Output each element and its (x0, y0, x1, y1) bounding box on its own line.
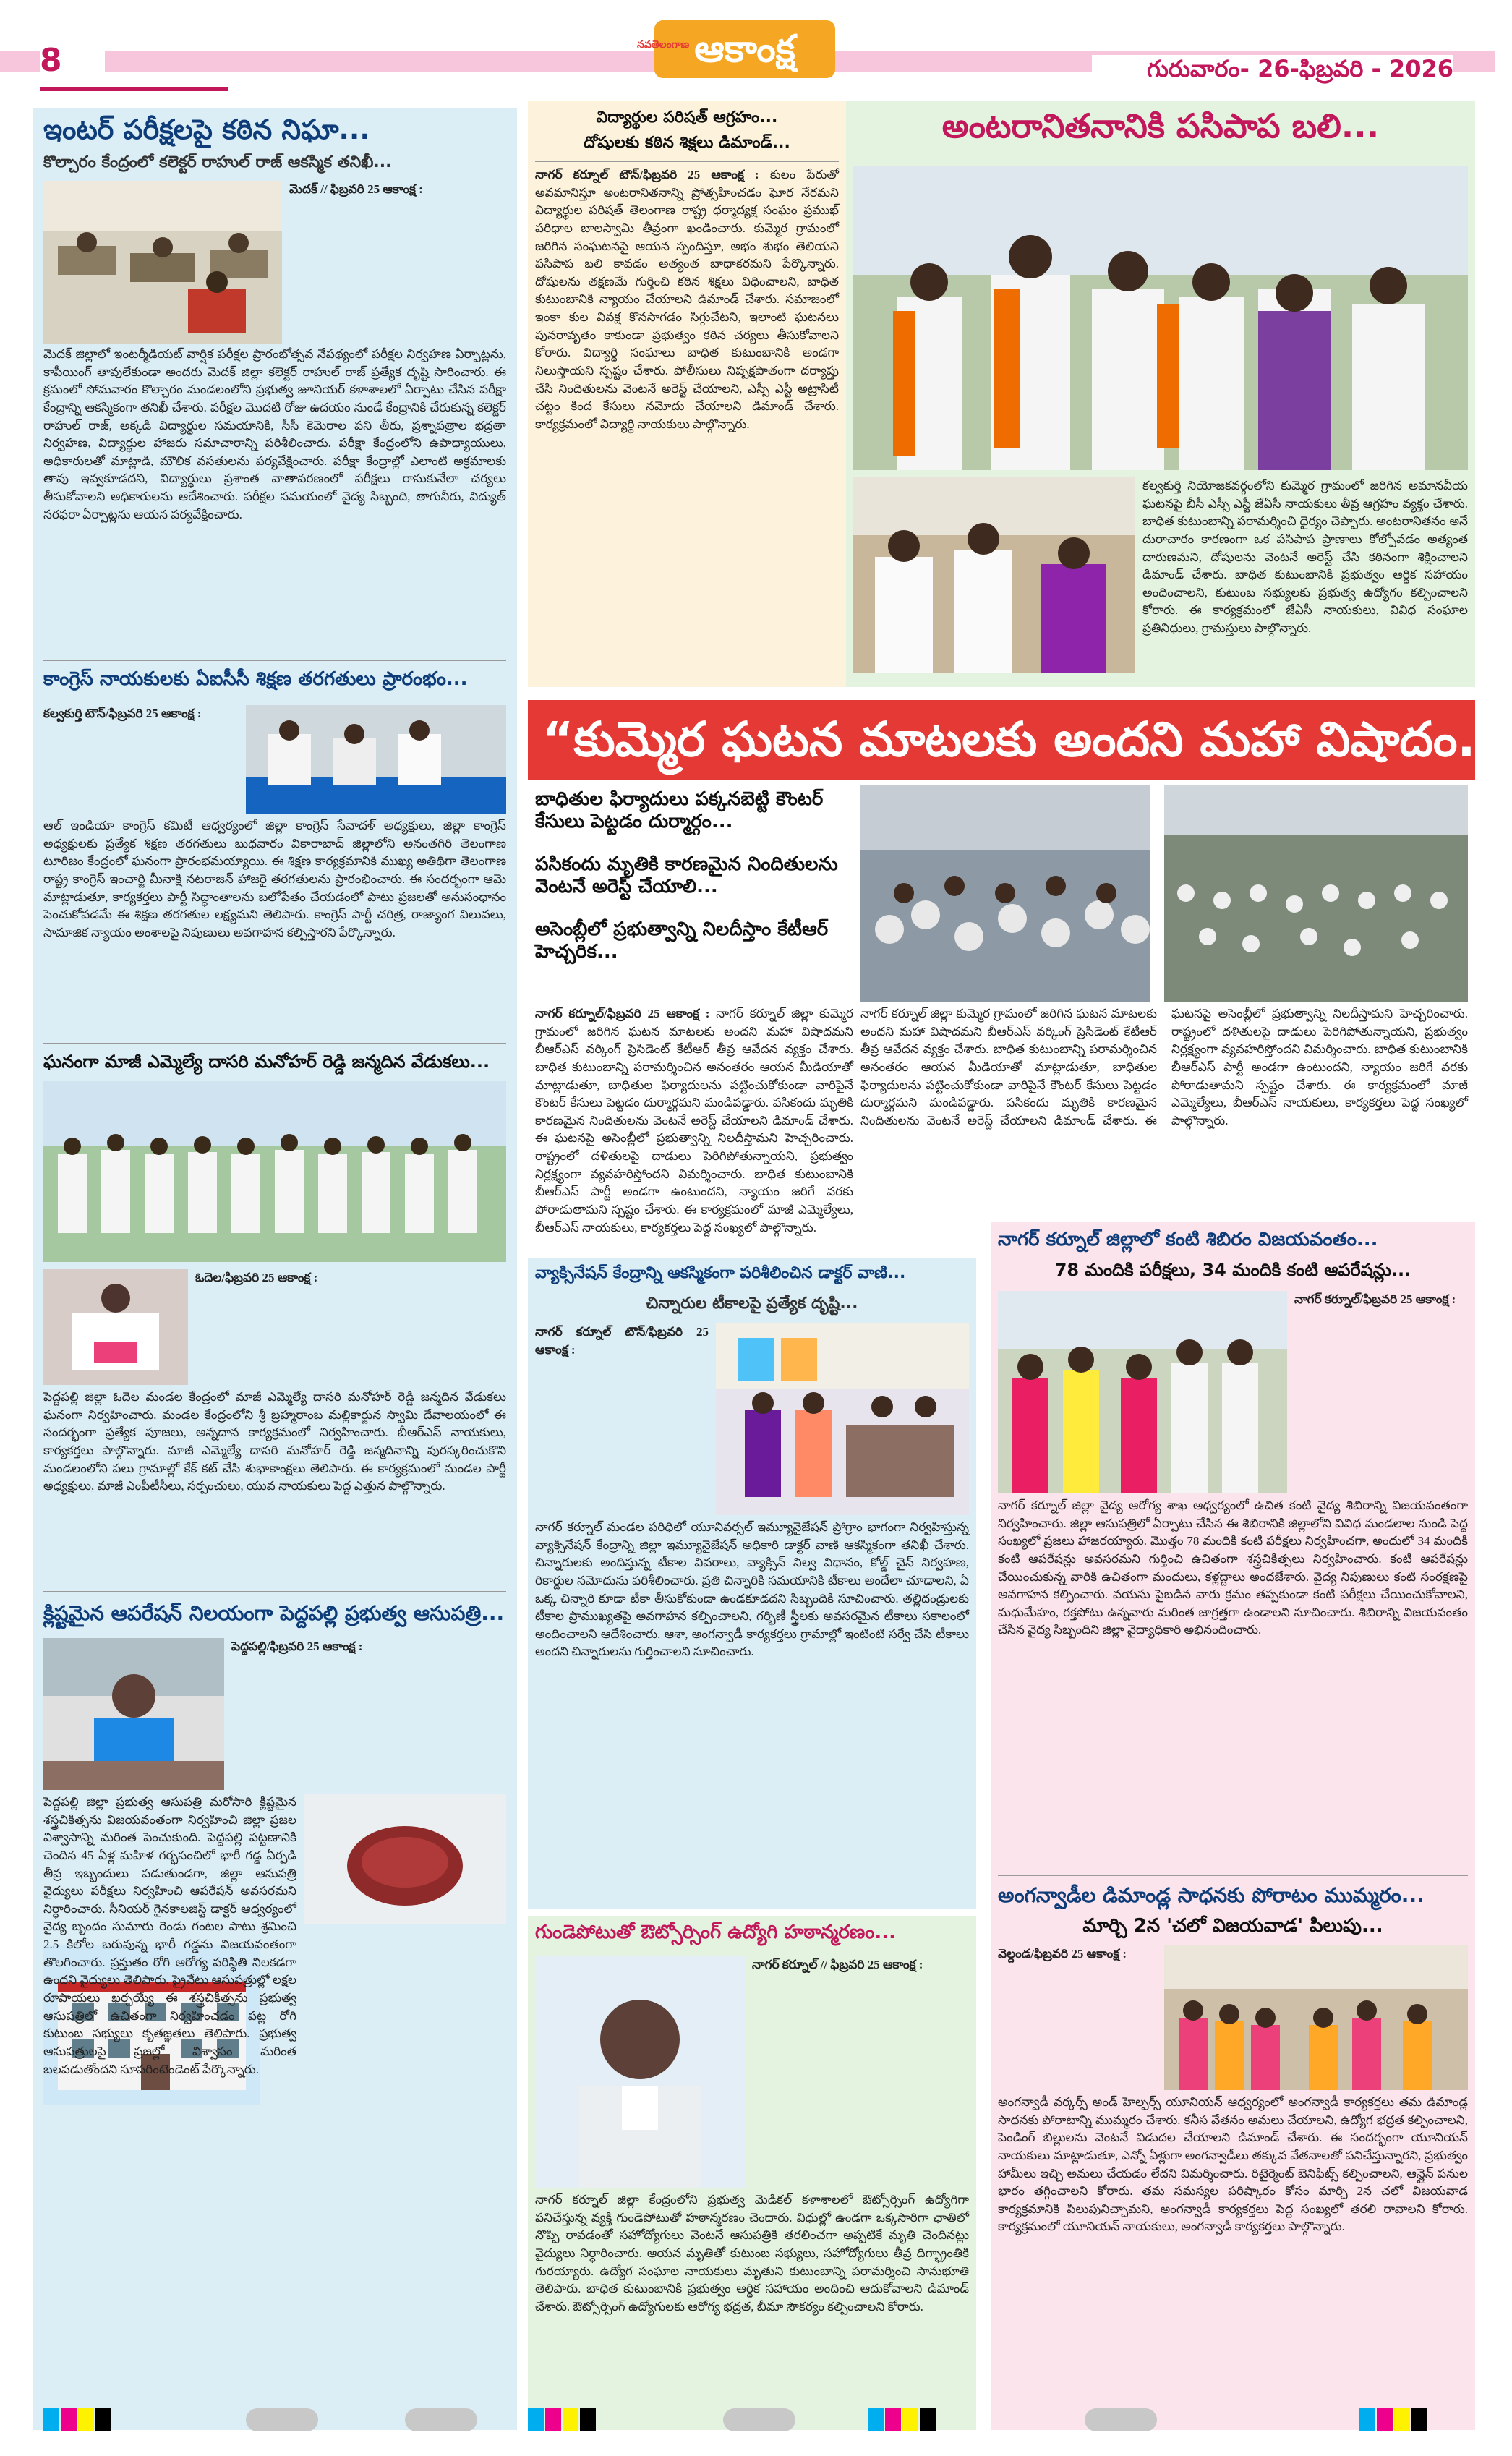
training-session-photo (246, 705, 506, 814)
registration-pill (246, 2408, 318, 2431)
cyan-swatch (528, 2408, 544, 2431)
registration-pill (1085, 2408, 1157, 2431)
issue-date: గురువారం- 26-ఫిబ్రవరి - 2026 (1092, 55, 1453, 88)
yellow-swatch (1394, 2408, 1410, 2431)
article-headline: వ్యాక్సినేషన్ కేంద్రాన్ని ఆకస్మికంగా పరిశీలించిన డాక్టర్ వాణి... (535, 1264, 906, 1282)
magenta-swatch (545, 2408, 561, 2431)
doctor-photo (43, 1638, 224, 1790)
magenta-swatch (885, 2408, 901, 2431)
exam-hall-photo (43, 181, 282, 344)
cyan-swatch (43, 2408, 59, 2431)
article-dateline: నాగర్ కర్నూల్ టౌన్/ఫిబ్రవరి 25 ఆకాంక్ష : (535, 168, 759, 182)
article-body: పెద్దపల్లి జిల్లా ఓదెల మండల కేంద్రంలో మాజీ ఎమ్మెల్యే దాసరి మనోహర్ రెడ్డి జన్మదిన వేడుకలు ఘనంగా నిర్వహించారు. మండల కేంద్రంలోని శ్రీ బ్రహ్మరాంబ మల్లికార్జున స్వామి దేవాలయంలో ఈ సందర్భంగా ప్రత్యేక పూజలు, అన్నదాన కార్యక్రమంలో నిర్వహించారు. బీఆర్ఎస్ నాయకులు, కార్యకర్తలు పాల్గొన్నారు. మాజీ ఎమ్మెల్యే దాసరి మనోహర్ రెడ్డి జన్మదినాన్ని పురస్కరించుకొని మండలంలోని పలు గ్రామాల్లో కేక్ కట్ చేసి శుభాకాంక్షలు తెలిపారు. ఈ కార్యక్రమంలో మండల పార్టీ అధ్యక్షులు, మాజీ ఎంపీటీసీలు, సర్పంచులు, యువ నాయకులు పెద్ద ఎత్తున పాల్గొన్నారు. (43, 1390, 506, 1493)
article-body: అంగన్వాడీ వర్కర్స్ అండ్ హెల్పర్స్ యూనియన్ ఆధ్వర్యంలో అంగన్వాడీ కార్యకర్తలు తమ డిమాండ్ల సాధనకు పోరాటాన్ని ముమ్మరం చేశారు. కనీస వేతనం అమలు చేయాలని, ఉద్యోగ భద్రత కల్పించాలని, పెండింగ్ బిల్లులను వెంటనే విడుదల చేయాలని డిమాండ్ చేశారు. ఈ సందర్భంగా యూనియన్ నాయకులు మాట్లాడుతూ, ఎన్నో ఏళ్లుగా అంగన్వాడీలు తక్కువ వేతనాలతో పనిచేస్తున్నారని, ప్రభుత్వం హామీలు ఇచ్చి అమలు చేయడం లేదని విమర్శించారు. రిటైర్మెంట్ బెనిఫిట్స్ కల్పించాలని, ఆన్లైన్ పనుల భారం తగ్గించాలని కోరారు. తమ సమస్యల పరిష్కారం కోసం మార్చి 2న చలో విజయవాడ కార్యక్రమానికి పిలుపునిచ్చామని, అంగన్వాడీ కార్యకర్తలు పెద్ద సంఖ్యలో తరలి రావాలని కోరారు. కార్యక్రమంలో యూనియన్ నాయకులు, అంగన్వాడీ కార్యకర్తలు పాల్గొన్నారు. (998, 2095, 1468, 2234)
article-dateline: పెద్దపల్లి/ఫిబ్రవరి 25 ఆకాంక్ష : (231, 1640, 363, 1653)
black-swatch (580, 2408, 596, 2431)
cyan-swatch (1359, 2408, 1375, 2431)
article-body: నాగర్ కర్నూల్ జిల్లా కుమ్మెర గ్రామంలో జరిగిన ఘటన మాటలకు అందని మహా విషాదమని బీఆర్ఎస్ వర్కింగ్ ప్రెసిడెంట్ కేటీఆర్ తీవ్ర ఆవేదన వ్యక్తం చేశారు. బాధిత కుటుంబాన్ని పరామర్శించిన అనంతరం ఆయన మీడియాతో మాట్లాడుతూ, బాధితుల ఫిర్యాదులను పట్టించుకోకుండా వారిపైనే కౌంటర్ కేసులు పెట్టడం దుర్మార్గమని మండిపడ్డారు. పసికందు మృతికి కారణమైన నిందితులను వెంటనే అరెస్ట్ చేయాలని డిమాండ్ చేశారు. ఈ ఘటనపై అసెంబ్లీలో ప్రభుత్వాన్ని నిలదీస్తామని హెచ్చరించారు. రాష్ట్రంలో దళితులపై దాడులు పెరిగిపోతున్నాయని, ప్రభుత్వం నిర్లక్ష్యంగా వ్యవహరిస్తోందని విమర్శించారు. బాధిత కుటుంబానికి బీఆర్ఎస్ పార్టీ అండగా ఉంటుందని, న్యాయం జరిగే వరకు పోరాడుతామని స్పష్టం చేశారు. ఈ కార్యక్రమంలో మాజీ ఎమ్మెల్యేలు, బీఆర్ఎస్ నాయకులు, కార్యకర్తలు పెద్ద సంఖ్యలో పాల్గొన్నారు. (535, 1007, 853, 1235)
divider (998, 1875, 1468, 1876)
article-dateline: కల్వకుర్తి టౌన్/ఫిబ్రవరి 25 ఆకాంక్ష : (43, 707, 202, 720)
article-body: నాగర్ కర్నూల్ మండల పరిధిలో యూనివర్సల్ ఇమ్యూనైజేషన్ ప్రోగ్రాం భాగంగా నిర్వహిస్తున్న వ్యాక్సినేషన్ కేంద్రాన్ని జిల్లా ఇమ్యూనైజేషన్ అధికారి డాక్టర్ వాణి ఆకస్మికంగా తనిఖీ చేశారు. చిన్నారులకు అందిస్తున్న టీకాల వివరాలు, వ్యాక్సిన్ నిల్వ విధానం, కోల్డ్ చైన్ నిర్వహణ, రికార్డుల నమోదును పరిశీలించారు. ప్రతి చిన్నారికి సమయానికి టీకాలు అందేలా చూడాలని, ఏ ఒక్క చిన్నారి కూడా టీకా తీసుకోకుండా ఉండకూడదని సిబ్బందికి సూచించారు. తల్లిదండ్రులకు టీకాల ప్రాముఖ్యతపై అవగాహన కల్పించాలని, గర్భిణీ స్త్రీలకు అవసరమైన టీకాలు సకాలంలో అందించాలని ఆదేశించారు. ఆశా, అంగన్వాడీ కార్యకర్తలు గ్రామాల్లో ఇంటింటి సర్వే చేసి టీకాలు అందని చిన్నారులను గుర్తించాలని సూచించారు. (535, 1520, 969, 1659)
divider (43, 1591, 506, 1592)
black-swatch (1411, 2408, 1427, 2431)
article-body: నాగర్ కర్నూల్ జిల్లా కేంద్రంలోని ప్రభుత్వ మెడికల్ కళాశాలలో ఔట్సోర్సింగ్ ఉద్యోగిగా పనిచేస్తున్న వ్యక్తి గుండెపోటుతో హఠాన్మరణం చెందారు. విధుల్లో ఉండగా ఒక్కసారిగా ఛాతిలో నొప్పి రావడంతో సహోద్యోగులు వెంటనే ఆసుపత్రికి తరలించగా అప్పటికే మృతి చెందినట్లు వైద్యులు నిర్ధారించారు. ఆయన మృతితో కుటుంబ సభ్యులు, సహోద్యోగులు తీవ్ర దిగ్భ్రాంతికి గురయ్యారు. ఉద్యోగ సంఘాల నాయకులు మృతుని కుటుంబాన్ని పరామర్శించి సానుభూతి తెలిపారు. బాధిత కుటుంబానికి ప్రభుత్వం ఆర్థిక సహాయం అందించి ఆదుకోవాలని డిమాండ్ చేశారు. ఔట్సోర్సింగ్ ఉద్యోగులకు ఆరోగ్య భద్రత, బీమా సౌకర్యం కల్పించాలని కోరారు. (535, 2193, 969, 2314)
article-body: కులం పేరుతో అవమానిస్తూ అంటరానితనాన్ని ప్రోత్సహించడం ఘోర నేరమని విద్యార్థుల పరిషత్ తెలంగాణ రాష్ట్ర ధర్మాద్యక్ష సంఘం ప్రముఖ్ పరిధాల బాలస్వామి తీవ్రంగా ఖండించారు. కుమ్మెర గ్రామంలో జరిగిన సంఘటనపై ఆయన స్పందిస్తూ, అభం శుభం తెలియని పసిపాప బలి కావడం అత్యంత బాధాకరమని పేర్కొన్నారు. దోషులను తక్షణమే గుర్తించి కఠిన శిక్షలు విధించాలని, బాధిత కుటుంబానికి న్యాయం చేయాలని డిమాండ్ చేశారు. సమాజంలో ఇంకా కుల వివక్ష కొనసాగడం సిగ్గుచేటని, ఇలాంటి ఘటనలు పునరావృతం కాకుండా ప్రభుత్వం కఠిన చర్యలు తీసుకోవాలని కోరారు. విద్యార్థి సంఘాలు బాధిత కుటుంబానికి అండగా నిలుస్తాయని స్పష్టం చేశారు. పోలీసులు నిష్పక్షపాతంగా దర్యాప్తు చేసి నిందితులను వెంటనే అరెస్ట్ చేయాలని, ఎస్సీ ఎస్టీ అట్రాసిటీ చట్టం కింద కేసులు నమోదు చేయాలని డిమాండ్ చేశారు. కార్యక్రమంలో విద్యార్థి నాయకులు పాల్గొన్నారు. (535, 168, 840, 431)
divider (43, 1043, 506, 1044)
ktr-crowd-photo (860, 785, 1150, 1002)
page-header (0, 0, 1495, 94)
rally-crowd-photo (1164, 785, 1468, 1002)
article-headline: గుండెపోటుతో ఔట్సోర్సింగ్ ఉద్యోగి హఠాన్మరణం... (535, 1922, 897, 1943)
article-body: ఆల్ ఇండియా కాంగ్రెస్ కమిటీ ఆధ్వర్యంలో జిల్లా కాంగ్రెస్ సేవాదళ్ అధ్యక్షులు, జిల్లా కాంగ్రెస్ అధ్యక్షులకు ప్రత్యేక శిక్షణ తరగతులు బుధవారం వికారాబాద్ జిల్లాలోని అనంతగిరి తెలంగాణ టూరిజం కేంద్రంలో ఘనంగా ప్రారంభమయ్యాయి. ఈ శిక్షణ కార్యక్రమానికి ముఖ్య అతిథిగా తెలంగాణ రాష్ట్ర కాంగ్రెస్ ఇంచార్జి మీనాక్షి నటరాజన్ హాజరై తరగతులను ప్రారంభించారు. ఈ సందర్భంగా ఆమె మాట్లాడుతూ, కార్యకర్తలు పార్టీ సిద్ధాంతాలను బలోపేతం చేయడంలో పాటు ప్రజలతో అనుసంధానం పెంచుకోవడమే ఈ శిక్షణ తరగతుల లక్ష్యమని తెలిపారు. కాంగ్రెస్ పార్టీ చరిత్ర, రాజ్యాంగ విలువలు, సామాజిక న్యాయం అంశాలపై నిపుణులు అవగాహన కల్పిస్తారని పేర్కొన్నారు. (43, 819, 506, 939)
article-dateline: నాగర్ కర్నూల్ // ఫిబ్రవరి 25 ఆకాంక్ష : (752, 1958, 923, 1971)
article-headline: కాంగ్రెస్ నాయకులకు ఏఐసీసీ శిక్షణ తరగతులు ప్రారంభం... (43, 668, 468, 690)
article-headline: నాగర్ కర్నూల్ జిల్లాలో కంటి శిబిరం విజయవంతం... (998, 1229, 1378, 1250)
article-headline: ఇంటర్ పరీక్షలపై కఠిన నిఘా... (43, 114, 370, 145)
article-headline: క్లిష్టమైన ఆపరేషన్ నిలయంగా పెద్దపల్లి ప్రభుత్వ ఆసుపత్రి... (43, 1601, 505, 1625)
article-subhead: దోషులకు కఠిన శిక్షలు డిమాండ్... (584, 134, 790, 152)
registration-pill (723, 2408, 795, 2431)
magenta-swatch (1377, 2408, 1393, 2431)
cake-cutting-photo (43, 1269, 188, 1385)
article-headline: విద్యార్థుల పరిషత్ ఆగ్రహం... (596, 108, 778, 127)
cyan-swatch (868, 2408, 884, 2431)
page-number-rule (40, 87, 228, 91)
anganwadi-protest-photo (1164, 1945, 1468, 2090)
kummera-point-1: బాధితుల ఫిర్యాదులు పక్కనబెట్టి కౌంటర్ కేసులు పెట్టడం దుర్మార్గం... (535, 788, 824, 833)
page-number: 8 (40, 42, 105, 93)
article-headline: అంగన్వాడీల డిమాండ్ల సాధనకు పోరాటం ముమ్మరం... (998, 1883, 1425, 1907)
masthead-title: ఆకాంక్ష (694, 27, 795, 71)
deceased-employee-photo (535, 1956, 745, 2188)
article-subhead: మార్చి 2న 'చలో విజయవాడ' పిలుపు... (1082, 1915, 1383, 1937)
article-dateline: ఓదెల/ఫిబ్రవరి 25 ఆకాంక్ష : (195, 1271, 318, 1284)
article-body: కల్వకుర్తి నియోజకవర్గంలోని కుమ్మెర గ్రామంలో జరిగిన అమానవీయ ఘటనపై బీసీ ఎస్సీ ఎస్టీ జేఏసీ నాయకులు తీవ్ర ఆగ్రహం వ్యక్తం చేశారు. బాధిత కుటుంబాన్ని పరామర్శించి ధైర్యం చెప్పారు. అంటరానితనం అనే దురాచారం కారణంగా ఒక పసిపాప ప్రాణాలు కోల్పోవడం అత్యంత దారుణమని, దోషులను వెంటనే అరెస్ట్ చేసి కఠినంగా శిక్షించాలని డిమాండ్ చేశారు. బాధిత కుటుంబానికి ప్రభుత్వం ఆర్థిక సహాయం అందించాలని, కుటుంబ సభ్యులకు ప్రభుత్వ ఉద్యోగం కల్పించాలని కోరారు. ఈ కార్యక్రమంలో జేఏసీ నాయకులు, వివిధ సంఘాల ప్రతినిధులు, గ్రామస్తులు పాల్గొన్నారు. (1142, 479, 1468, 636)
black-swatch (95, 2408, 111, 2431)
article-dateline: నాగర్ కర్నూల్/ఫిబ్రవరి 25 ఆకాంక్ష : (535, 1007, 710, 1020)
yellow-swatch (902, 2408, 918, 2431)
kummera-point-2: పసికందు మృతికి కారణమైన నిందితులను వెంటనే అరెస్ట్ చేయాలి... (535, 853, 838, 898)
eye-camp-photo (998, 1291, 1287, 1493)
kummera-point-3: అసెంబ్లీలో ప్రభుత్వాన్ని నిలదీస్తాం కేటీఆర్ హెచ్చరిక... (535, 918, 829, 963)
yellow-swatch (78, 2408, 94, 2431)
article-body-continued: నాగర్ కర్నూల్ జిల్లా కుమ్మెర గ్రామంలో జరిగిన ఘటన మాటలకు అందని మహా విషాదమని బీఆర్ఎస్ వర్కింగ్ ప్రెసిడెంట్ కేటీఆర్ తీవ్ర ఆవేదన వ్యక్తం చేశారు. బాధిత కుటుంబాన్ని పరామర్శించిన అనంతరం ఆయన మీడియాతో మాట్లాడుతూ, బాధితుల ఫిర్యాదులను పట్టించుకోకుండా వారిపైనే కౌంటర్ కేసులు పెట్టడం దుర్మార్గమని మండిపడ్డారు. పసికందు మృతికి కారణమైన నిందితులను వెంటనే అరెస్ట్ చేయాలని డిమాండ్ చేశారు. ఈ ఘటనపై అసెంబ్లీలో ప్రభుత్వాన్ని నిలదీస్తామని హెచ్చరించారు. రాష్ట్రంలో దళితులపై దాడులు పెరిగిపోతున్నాయని, ప్రభుత్వం నిర్లక్ష్యంగా వ్యవహరిస్తోందని విమర్శించారు. బాధిత కుటుంబానికి బీఆర్ఎస్ పార్టీ అండగా ఉంటుందని, న్యాయం జరిగే వరకు పోరాడుతామని స్పష్టం చేశారు. ఈ కార్యక్రమంలో మాజీ ఎమ్మెల్యేలు, బీఆర్ఎస్ నాయకులు, కార్యకర్తలు పెద్ద సంఖ్యలో పాల్గొన్నారు. (860, 1007, 1468, 1127)
jac-leaders-photo (853, 166, 1468, 470)
article-body: నాగర్ కర్నూల్ జిల్లా వైద్య ఆరోగ్య శాఖ ఆధ్వర్యంలో ఉచిత కంటి వైద్య శిబిరాన్ని విజయవంతంగా నిర్వహించారు. జిల్లా ఆసుపత్రిలో ఏర్పాటు చేసిన ఈ శిబిరానికి జిల్లాలోని వివిధ మండలాల నుండి పెద్ద సంఖ్యలో ప్రజలు హాజరయ్యారు. మొత్తం 78 మందికి కంటి పరీక్షలు నిర్వహించగా, అందులో 34 మందికి కంటి ఆపరేషన్లు అవసరమని గుర్తించి ఉచితంగా శస్త్రచికిత్సలు నిర్వహించారు. కంటి ఆపరేషన్లు చేయించుకున్న వారికి ఉచితంగా మందులు, కళ్లద్దాలు అందజేశారు. వైద్య నిపుణులు కంటి సంరక్షణపై అవగాహన కల్పించారు. వయసు పైబడిన వారు క్రమం తప్పకుండా కంటి పరీక్షలు చేయించుకోవాలని, మధుమేహం, రక్తపోటు ఉన్నవారు మరింత జాగ్రత్తగా ఉండాలని సూచించారు. శిబిరాన్ని విజయవంతం చేసిన వైద్య సిబ్బందిని జిల్లా వైద్యాధికారి అభినందించారు. (998, 1498, 1468, 1637)
magenta-swatch (61, 2408, 77, 2431)
article-dateline: నాగర్ కర్నూల్/ఫిబ్రవరి 25 ఆకాంక్ష : (1294, 1292, 1456, 1306)
tumor-specimen-photo (304, 1794, 506, 1924)
article-headline: ఘనంగా మాజీ ఎమ్మెల్యే దాసరి మనోహర్ రెడ్డి జన్మదిన వేడుకలు... (43, 1052, 490, 1072)
divider (535, 161, 839, 162)
article-headline: అంటరానితనానికి పసిపాప బలి... (941, 106, 1380, 145)
black-swatch (920, 2408, 936, 2431)
registration-pill (405, 2408, 477, 2431)
vaccination-centre-photo (716, 1323, 969, 1515)
print-registration-bar (0, 2408, 1495, 2437)
divider (43, 660, 506, 661)
article-subhead: చిన్నారుల టీకాలపై ప్రత్యేక దృష్టి... (646, 1295, 858, 1313)
masthead-tag: నవతెలంగాణ (637, 39, 690, 51)
article-subhead: 78 మందికి పరీక్షలు, 34 మందికి కంటి ఆపరేషన్లు... (1054, 1260, 1411, 1280)
article-subhead: కొల్చారం కేంద్రంలో కలెక్టర్ రాహుల్ రాజ్ ఆకస్మిక తనిఖీ... (43, 153, 392, 171)
article-body: మెదక్ జిల్లాలో ఇంటర్మీడియట్ వార్షిక పరీక్షల ప్రారంభోత్సవ నేపథ్యంలో పరీక్షల నిర్వహణ ఏర్పాట్లను, కాపీయింగ్ తావులేకుండా అందరు మెదక్ జిల్లా కలెక్టర్ రాహుల్ రాజ్ ప్రత్యేక దృష్టి సారించారు. ఈ క్రమంలో సోమవారం కొల్చారం మండలంలోని ప్రభుత్వ జూనియర్ కళాశాలలో ఏర్పాటు చేసిన పరీక్షా కేంద్రాన్ని ఆకస్మికంగా తనిఖీ చేశారు. పరీక్షల మొదటి రోజు ఉదయం నుండే కేంద్రానికి చేరుకున్న కలెక్టర్ రాహుల్ రాజ్, అక్కడి విద్యార్థుల సమయానికి, సీసీ కెమెరాల పని తీరు, ప్రశ్నాపత్రాల భద్రతా నిర్వహణ, విద్యార్థుల హాజరు సమాచారాన్ని పరిశీలించారు. పరీక్షా కేంద్రంలోని ఉపాధ్యాయులు, అధికారులతో మాట్లాడి, మౌలిక వసతులను పర్యవేక్షించారు. పరీక్షా కేంద్రాల్లో ఎలాంటి అక్రమాలకు తావు ఇవ్వకూడదని, విద్యార్థులు ప్రశాంత వాతావరణంలో పరీక్షలు రాసుకునేలా చర్యలు తీసుకోవాలని అధికారులను ఆదేశించారు. పరీక్షల సమయంలో వైద్య సిబ్బంది, తాగునీరు, విద్యుత్ సరఫరా ఏర్పాట్లను ఆయన పర్యవేక్షించారు. (43, 347, 506, 521)
kummera-banner: “కుమ్మెర ఘటన మాటలకు అందని మహా విషాదం... (528, 700, 1475, 780)
birthday-celebration-photo (43, 1081, 506, 1262)
family-visit-photo (853, 477, 1135, 673)
article-dateline: నాగర్ కర్నూల్ టౌన్/ఫిబ్రవరి 25 ఆకాంక్ష : (535, 1325, 709, 1357)
masthead-logo (637, 20, 835, 78)
yellow-swatch (563, 2408, 578, 2431)
article-body: పెద్దపల్లి జిల్లా ప్రభుత్వ ఆసుపత్రి మరోసారి క్లిష్టమైన శస్త్రచికిత్సను విజయవంతంగా నిర్వహించి జిల్లా ప్రజల విశ్వాసాన్ని మరింత పెంచుకుంది. పెద్దపల్లి పట్టణానికి చెందిన 45 ఏళ్ల మహిళ గర్భసంచిలో భారీ గడ్డ ఏర్పడి తీవ్ర ఇబ్బందులు పడుతుండగా, జిల్లా ఆసుపత్రి వైద్యులు పరీక్షలు నిర్వహించి ఆపరేషన్ అవసరమని నిర్ధారించారు. సీనియర్ గైనకాలజిస్ట్ డాక్టర్ ఆధ్వర్యంలో వైద్య బృందం సుమారు రెండు గంటల పాటు శ్రమించి 2.5 కిలోల బరువున్న భారీ గడ్డను విజయవంతంగా తొలగించారు. ప్రస్తుతం రోగి ఆరోగ్య పరిస్థితి నిలకడగా ఉందని వైద్యులు తెలిపారు. ప్రైవేటు ఆసుపత్రుల్లో లక్షల రూపాయలు ఖర్చయ్యే ఈ శస్త్రచికిత్సను ప్రభుత్వ ఆసుపత్రిలో ఉచితంగా నిర్వహించడం పట్ల రోగి కుటుంబ సభ్యులు కృతజ్ఞతలు తెలిపారు. ప్రభుత్వ ఆసుపత్రులపై ప్రజల్లో విశ్వాసం మరింత బలపడుతోందని సూపరింటెండెంట్ పేర్కొన్నారు. (43, 1795, 296, 2076)
article-dateline: వెల్దండ/ఫిబ్రవరి 25 ఆకాంక్ష : (998, 1947, 1127, 1961)
article-dateline: మెదక్ // ఫిబ్రవరి 25 ఆకాంక్ష : (289, 182, 423, 196)
